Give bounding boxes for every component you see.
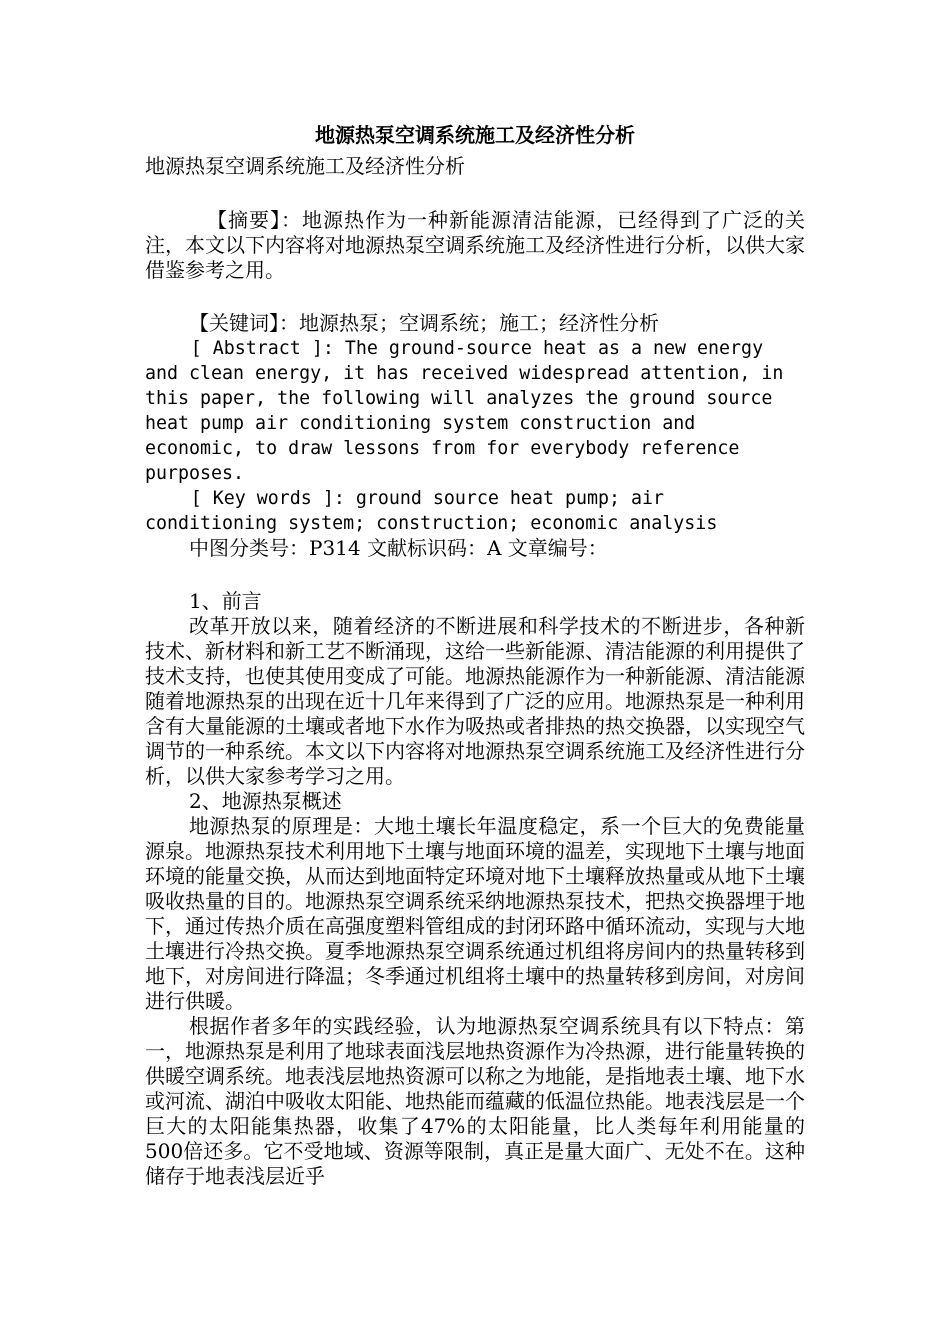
classification-line: 中图分类号：P314 文献标识码：A 文章编号： <box>189 536 608 560</box>
section-heading-introduction: 1、前言 <box>189 589 262 613</box>
keywords-chinese: 【关键词】：地源热泵；空调系统；施工；经济性分析 <box>189 311 659 335</box>
abstract-english: [ Abstract ]: The ground-source heat as a new energy and clean energy, it has received widespread attention, in this paper, the following will analyzes the ground source heat pump air conditioning system construction and economic, to draw lessons from for everybody reference purposes. <box>145 338 784 484</box>
blank-line <box>145 283 805 311</box>
blank-line <box>145 180 805 208</box>
blank-line <box>145 561 805 589</box>
document-title: 地源热泵空调系统施工及经济性分析 <box>315 123 635 147</box>
document-subtitle: 地源热泵空调系统施工及经济性分析 <box>145 154 465 178</box>
paragraph-principle: 地源热泵的原理是：大地土壤长年温度稳定，系一个巨大的免费能量源泉。地源热泵技术利用地下土壤与地面环境的温差，实现地下土壤与地面环境的能量交换，从而达到地面特定环境对地下土壤释放热量或从地下土壤吸收热量的目的。地源热泵空调系统采纳地源热泵技术，把热交换器埋于地下，通过传热介质在高强度塑料管组成的封闭环路中循环流动，实现与大地土壤进行冷热交换。夏季地源热泵空调系统通过机组将房间内的热量转移到地下，对房间进行降温；冬季通过机组将土壤中的热量转移到房间，对房间进行供暖。 <box>145 814 805 1013</box>
paragraph-introduction: 改革开放以来，随着经济的不断进展和科学技术的不断进步，各种新技术、新材料和新工艺不断涌现，这给一些新能源、清洁能源的利用提供了技术支持，也使其使用变成了可能。地源热能源作为一种新能源、清洁能源随着地源热泵的出现在近十几年来得到了广泛的应用。地源热泵是一种利用含有大量能源的土壤或者地下水作为吸热或者排热的热交换器，以实现空气调节的一种系统。本文以下内容将对地源热泵空调系统施工及经济性进行分析，以供大家参考学习之用。 <box>145 614 805 788</box>
paragraph-features: 根据作者多年的实践经验，认为地源热泵空调系统具有以下特点：第一，地源热泵是利用了地球表面浅层地热资源作为冷热源，进行能量转换的供暖空调系统。地表浅层地热资源可以称之为地能，是指地表土壤、地下水或河流、湖泊中吸收太阳能、地热能而蕴藏的低温位热能。地表浅层是一个巨大的太阳能集热器，收集了47%的太阳能量，比人类每年利用能量的500倍还多。它不受地域、资源等限制，真正是量大面广、无处不在。这种储存于地表浅层近乎 <box>145 1014 805 1188</box>
abstract-chinese: 【摘要】：地源热作为一种新能源清洁能源，已经得到了广泛的关注，本文以下内容将对地源热泵空调系统施工及经济性进行分析，以供大家借鉴参考之用。 <box>145 208 805 282</box>
document-page <box>145 118 805 1189</box>
section-heading-overview: 2、地源热泵概述 <box>189 789 342 813</box>
keywords-english: [ Key words ]: ground source heat pump; air conditioning system; construction; economic analysis <box>145 488 718 534</box>
